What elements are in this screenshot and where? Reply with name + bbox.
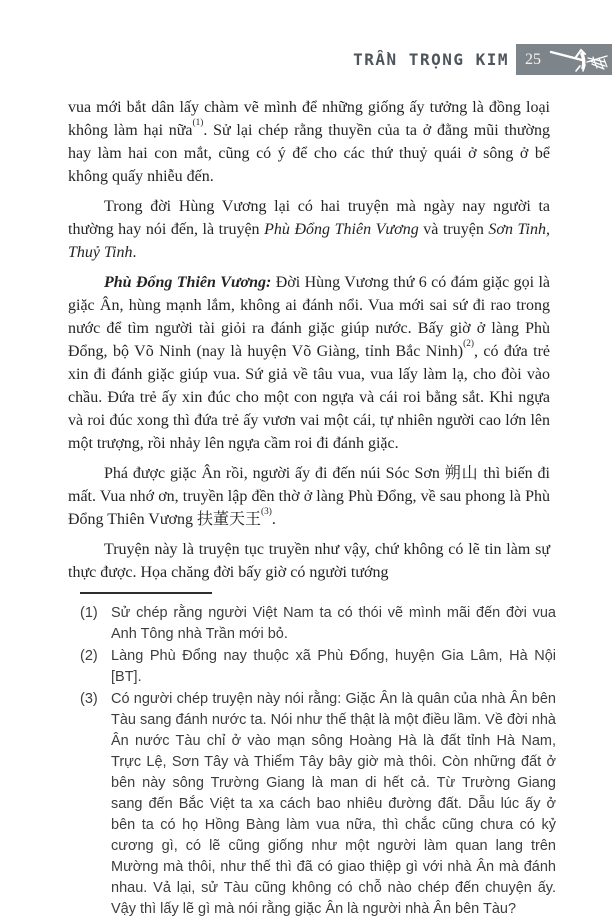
- footnote-ref-3: (3): [261, 506, 272, 517]
- paragraph-4: [68, 462, 550, 531]
- paragraph-4-period: .: [271, 511, 276, 528]
- paragraph-2-period: .: [132, 244, 137, 261]
- story-title-son-tinh: Sơn Tinh, Thuỷ Tinh: [68, 221, 551, 261]
- paragraph-3-text-cont: , có đứa trẻ xin đi đánh giặc giúp vua. Sứ giả về tâu vua, vua lấy làm lạ, cho đòi vào chầu. Đứa trẻ ấy xin đúc cho một con ngựa và cái roi bằng sắt. Khi ngựa và roi đúc xong thì đứa trẻ ấy vươn vai một cái, tự nhiên người cao lớn lên một trượng, rồi nhảy lên ngựa cầm roi đi đánh giặc.: [68, 343, 551, 452]
- footnote-item-2: [80, 646, 556, 688]
- paragraph-1-text: vua mới bắt dân lấy chàm vẽ mình để những giống ấy tưởng là đồng loại không làm hại nữa: [68, 99, 550, 139]
- page-header: [0, 44, 612, 75]
- footnote-item-1: [80, 603, 556, 645]
- paragraph-2: [68, 195, 550, 264]
- page-number-bar: [516, 44, 612, 75]
- page-number: 25: [525, 50, 541, 68]
- footnote-text: Sử chép rằng người Việt Nam ta có thói vẽ mình mãi đến đời vua Anh Tông nhà Trần mới bỏ.: [111, 605, 556, 642]
- paragraph-2-text: Trong đời Hùng Vương lại có hai truyện mà ngày nay người ta thường hay nói đến, là truyện: [68, 198, 550, 238]
- running-head-author: TRẦN TRỌNG KIM: [353, 50, 509, 69]
- page-body: [68, 96, 550, 584]
- footnote-number: (2): [80, 648, 98, 664]
- paragraph-5: [68, 538, 550, 584]
- paragraph-1: [68, 96, 550, 188]
- footnote-ref-1: (1): [192, 117, 204, 128]
- paragraph-3-heading: Phù Đổng Thiên Vương:: [104, 274, 272, 291]
- footnote-divider: [80, 592, 212, 594]
- footnote-number: (1): [80, 605, 98, 621]
- paragraph-4-text: Phá được giặc Ân rồi, người ấy đi đến núi Sóc Sơn 朔山 thì biến đi mất. Vua nhớ ơn, truyền lập đền thờ ở làng Phù Đổng, về sau phong là Phù Đổng Thiên Vương 扶董天王: [68, 465, 550, 528]
- footnote-text: Có người chép truyện này nói rằng: Giặc Ân là quân của nhà Ân bên Tàu sang đánh nước ta. Nói như thế thật là một điều lầm. Về đời nhà Ân nước Tàu chỉ ở vào mạn sông Hoàng Hà là đất tỉnh Hà Nam, Trực Lệ, Sơn Tây và Thiểm Tây bây giờ mà thôi. Còn những đất ở bên này sông Trường Giang là man di hết cả. Từ Trường Giang sang đến Bắc Việt ta xa cách bao nhiêu đường đất. Dẫu lúc ấy ở bên ta có họ Hồng Bàng làm vua nữa, thì chắc cũng chưa có kỷ cương gì, có lẽ cũng giống như một người làm quan lang trên Mường mà thôi, như thế thì đã có giao thiệp gì với nhà Ân mà đánh nhau. Vả lại, sử Tàu cũng không có chỗ nào chép đến chuyện ấy. Vậy thì lấy lẽ gì mà nói rằng giặc Ân là người nhà Ân bên Tàu?: [111, 691, 556, 917]
- dragon-ornament-icon: [549, 45, 611, 75]
- footnote-number: (3): [80, 691, 98, 707]
- footnotes-section: [80, 603, 556, 920]
- story-title-phu-dong: Phù Đổng Thiên Vương: [264, 221, 419, 238]
- paragraph-2-text-cont: và truyện: [418, 221, 489, 238]
- paragraph-5-text: Truyện này là truyện tục truyền như vậy, chứ không có lẽ tin làm sự thực được. Họa chăng đời bấy giờ có người tướng: [68, 541, 550, 581]
- footnote-item-3: [80, 689, 556, 920]
- footnote-ref-2: (2): [463, 338, 474, 349]
- paragraph-3-text: Đời Hùng Vương thứ 6 có đám giặc gọi là giặc Ân, hùng mạnh lắm, không ai đánh nổi. Vua mới sai sứ đi rao trong nước để tìm người tài giỏi ra đánh giặc giúp nước. Bấy giờ ở làng Phù Đổng, bộ Võ Ninh (nay là huyện Võ Giàng, tỉnh Bắc Ninh): [68, 274, 550, 360]
- paragraph-3: [68, 271, 550, 455]
- footnote-text: Làng Phù Đổng nay thuộc xã Phù Đổng, huyện Gia Lâm, Hà Nội [BT].: [111, 648, 556, 685]
- paragraph-1-text-cont: . Sử lại chép rằng thuyền của ta ở đằng mũi thường hay làm hai con mắt, cũng có ý để cho các thứ thuỷ quái ở sông ở bể không quấy nhiễu đến.: [68, 122, 550, 185]
